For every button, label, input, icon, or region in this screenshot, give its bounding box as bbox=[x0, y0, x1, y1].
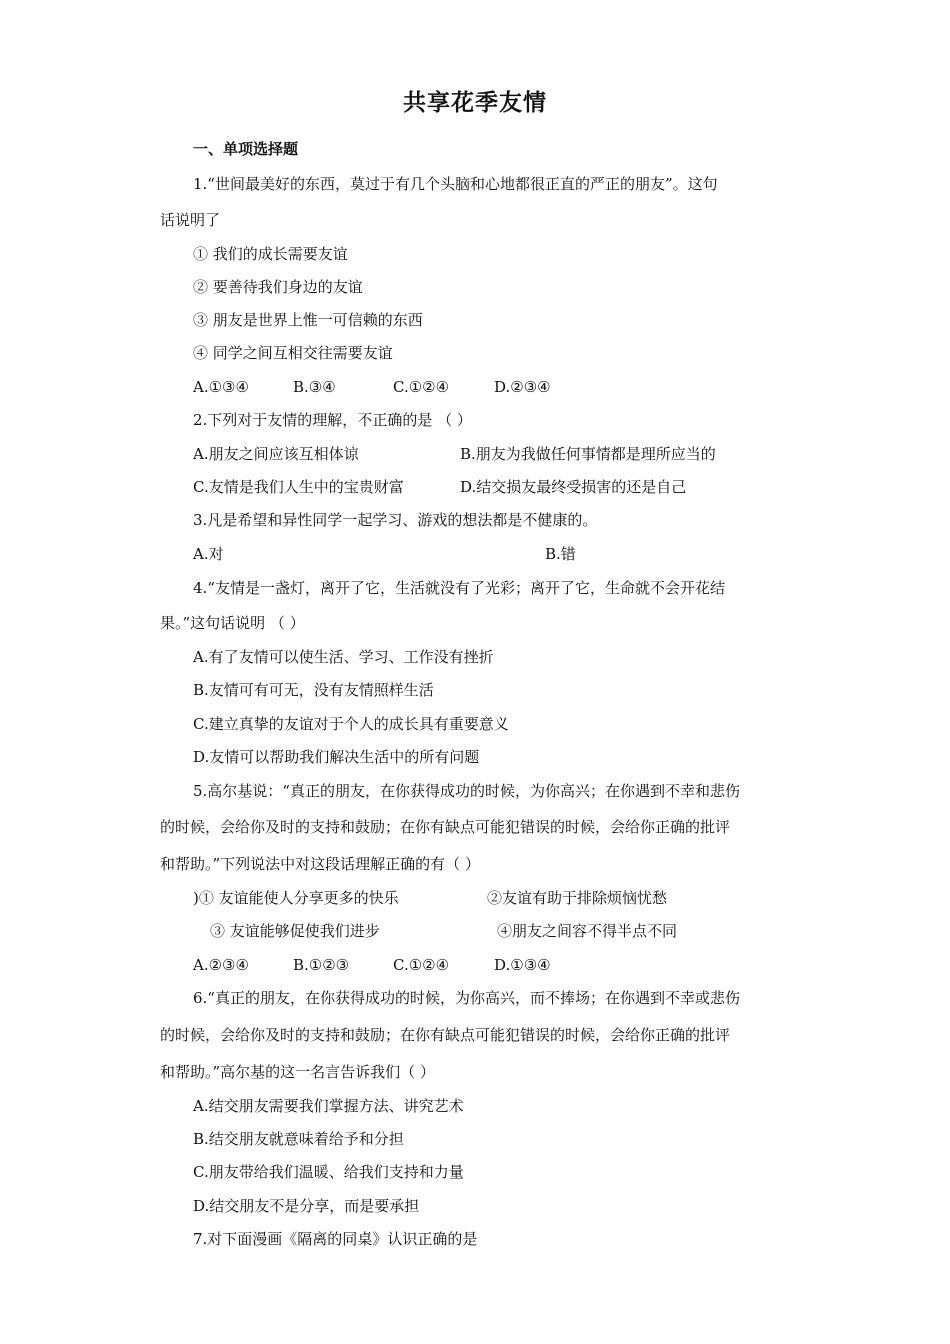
q6-option-b: B.结交朋友就意味着给予和分担 bbox=[193, 1130, 404, 1148]
q2-option-d: D.结交损友最终受损害的还是自己 bbox=[460, 478, 687, 496]
q1-item-2: ② 要善待我们身边的友谊 bbox=[193, 278, 363, 296]
q4-stem-line2: 果。”这句话说明 （ ） bbox=[160, 614, 305, 632]
q5-item-2: ②友谊有助于排除烦恼忧愁 bbox=[487, 889, 668, 907]
q2-option-a: A.朋友之间应该互相体谅 bbox=[193, 445, 359, 463]
q1-option-a: A.①③④ bbox=[193, 378, 249, 396]
q4-option-a: A.有了友情可以使生活、学习、工作没有挫折 bbox=[193, 648, 494, 666]
q5-option-a: A.②③④ bbox=[193, 956, 249, 974]
q5-item-4: ④朋友之间容不得半点不同 bbox=[497, 922, 678, 940]
q2-option-b: B.朋友为我做任何事情都是理所应当的 bbox=[460, 445, 716, 463]
q3-option-a: A.对 bbox=[193, 545, 224, 563]
section-heading: 一、单项选择题 bbox=[193, 140, 299, 158]
q6-stem-line3: 和帮助。”高尔基的这一名言告诉我们（ ） bbox=[160, 1063, 435, 1081]
q1-item-3: ③ 朋友是世界上惟一可信赖的东西 bbox=[193, 311, 423, 329]
q4-stem-line1: 4.“友情是一盏灯，离开了它，生活就没有了光彩；离开了它，生命就不会开花结 bbox=[193, 579, 725, 597]
q1-item-1: ① 我们的成长需要友谊 bbox=[193, 245, 348, 263]
q5-stem-line2: 的时候，会给你及时的支持和鼓励；在你有缺点可能犯错误的时候，会给你正确的批评 bbox=[160, 818, 731, 836]
q1-stem-line1: 1.“世间最美好的东西，莫过于有几个头脑和心地都很正直的严正的朋友”。这句 bbox=[193, 175, 718, 193]
q1-option-b: B.③④ bbox=[293, 378, 336, 396]
q6-option-c: C.朋友带给我们温暖、给我们支持和力量 bbox=[193, 1163, 464, 1181]
q5-option-d: D.①③④ bbox=[494, 956, 551, 974]
q1-option-d: D.②③④ bbox=[494, 378, 551, 396]
q2-option-c: C.友情是我们人生中的宝贵财富 bbox=[193, 478, 404, 496]
q1-option-c: C.①②④ bbox=[393, 378, 450, 396]
q3-stem: 3.凡是希望和异性同学一起学习、游戏的想法都是不健康的。 bbox=[193, 511, 598, 529]
q4-option-d: D.友情可以帮助我们解决生活中的所有问题 bbox=[193, 748, 480, 766]
q5-stem-line1: 5.高尔基说：“真正的朋友，在你获得成功的时候，为你高兴；在你遇到不幸和悲伤 bbox=[193, 782, 740, 800]
q4-option-b: B.友情可有可无，没有友情照样生活 bbox=[193, 681, 434, 699]
q5-item-1: )① 友谊能使人分享更多的快乐 bbox=[193, 889, 399, 907]
document-title: 共享花季友情 bbox=[403, 90, 547, 116]
q5-option-c: C.①②④ bbox=[393, 956, 450, 974]
q4-option-c: C.建立真挚的友谊对于个人的成长具有重要意义 bbox=[193, 715, 509, 733]
q5-option-b: B.①②③ bbox=[293, 956, 350, 974]
q7-stem: 7.对下面漫画《隔离的同桌》认识正确的是 bbox=[193, 1230, 478, 1248]
q5-item-3: ③ 友谊能够促使我们进步 bbox=[210, 922, 380, 940]
q6-stem-line2: 的时候，会给你及时的支持和鼓励；在你有缺点可能犯错误的时候，会给你正确的批评 bbox=[160, 1026, 731, 1044]
q1-item-4: ④ 同学之间互相交往需要友谊 bbox=[193, 344, 393, 362]
q3-option-b: B.错 bbox=[545, 545, 576, 563]
q6-option-d: D.结交朋友不是分享，而是要承担 bbox=[193, 1197, 420, 1215]
q2-stem: 2.下列对于友情的理解，不正确的是 （ ） bbox=[193, 411, 472, 429]
q6-stem-line1: 6.“真正的朋友，在你获得成功的时候，为你高兴，而不捧场；在你遇到不幸或悲伤 bbox=[193, 989, 740, 1007]
q6-option-a: A.结交朋友需要我们掌握方法、讲究艺术 bbox=[193, 1097, 464, 1115]
q1-stem-line2: 话说明了 bbox=[160, 211, 221, 229]
q5-stem-line3: 和帮助。”下列说法中对这段话理解正确的有（ ） bbox=[160, 855, 480, 873]
